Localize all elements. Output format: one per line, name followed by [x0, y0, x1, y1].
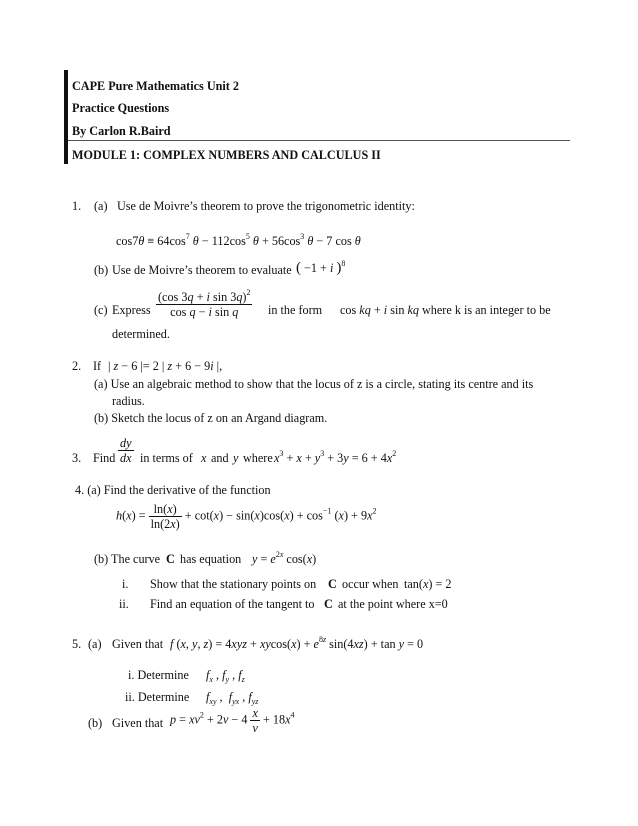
header-left-bar: [64, 70, 68, 164]
q4b-i-label: i.: [122, 577, 129, 591]
q4b-ii-text2: at the point where x=0: [338, 597, 448, 611]
q1c-cont: determined.: [112, 327, 170, 341]
q3-derivative: $\frac{dy}{dx}$: [120, 436, 132, 465]
q3-mid: in terms of: [140, 451, 193, 465]
q3-number: 3.: [72, 451, 82, 465]
q1a-label: (a): [94, 199, 108, 213]
q2a-text: (a) Use an algebraic method to show that the locus of z is a circle, stating its centre and its: [94, 377, 534, 391]
q4b-i-text1: Show that the stationary points on: [150, 577, 317, 591]
q4b-i-curve: C: [328, 577, 337, 591]
q3-equation: $x^3 + x + y^3 + 3y = 6 + 4x^2$: [274, 449, 397, 465]
doc-title: CAPE Pure Mathematics Unit 2: [72, 79, 239, 93]
q4b-i-condition: tan(x) = 2: [404, 577, 452, 591]
doc-author: By Carlon R.Baird: [72, 124, 171, 138]
q5b-text: Given that: [112, 716, 164, 730]
q4b-text1: (b) The curve: [94, 552, 161, 566]
q1c-mid: in the form: [268, 303, 323, 317]
q5a-i-partials: $f_x$ , $f_y$ , $f_z$: [206, 668, 245, 684]
q4b-ii-text1: Find an equation of the tangent to: [150, 597, 315, 611]
q4b-equation: $y = e^{2x}$ cos(x): [252, 550, 317, 566]
q5a-ii-text: ii. Determine: [125, 690, 190, 704]
q2-if: If: [93, 359, 102, 373]
q5a-text: Given that: [112, 637, 164, 651]
q4b-i-text2: occur when: [342, 577, 399, 591]
q1-number: 1.: [72, 199, 82, 213]
doc-subtitle: Practice Questions: [72, 101, 170, 115]
q3-where: where: [243, 451, 273, 465]
q2-condition: | z − 6 |= 2 | z + 6 − 9i |,: [108, 359, 223, 373]
q3-y: y: [233, 451, 239, 465]
q4b-ii-label: ii.: [119, 597, 129, 611]
q3-and: and: [211, 451, 229, 465]
q1c-express: Express: [112, 303, 151, 317]
q2-number: 2.: [72, 359, 82, 373]
q1b-expression: ( −1 + i )$^8$: [296, 259, 346, 276]
q5a-label: (a): [88, 637, 102, 651]
q4a-intro: 4. (a) Find the derivative of the function: [75, 483, 271, 497]
q1b-label: (b): [94, 263, 109, 277]
q1c-form: cos kq + i sin kq: [340, 303, 420, 317]
q1a-text: Use de Moivre’s theorem to prove the trigonometric identity:: [117, 199, 415, 213]
q4a-function: h(x) = $\frac{\ln(x)}{\ln(2x)}$ + $\cot(x) - \sin(x)\cos(x) + \cos^{-1} (x) + 9x^2$: [116, 502, 377, 531]
q1c-fraction: $\frac{(\cos 3q + i \sin 3q)^2}{\text{cos q − i sin q}}$: [158, 288, 251, 319]
q3-x: x: [201, 451, 207, 465]
module-heading: MODULE 1: COMPLEX NUMBERS AND CALCULUS II: [72, 148, 381, 162]
q5a-ii-partials: $f_{xy}$ , $f_{yx}$ , $f_{yz}$: [206, 690, 259, 706]
header-divider: [68, 140, 570, 141]
q1b-text: Use de Moivre’s theorem to evaluate: [112, 263, 292, 277]
q2a-cont: radius.: [112, 394, 145, 408]
q4b-curve: C: [166, 552, 175, 566]
q3-find: Find: [93, 451, 116, 465]
q5b-label: (b): [88, 716, 103, 730]
q5a-i-text: i. Determine: [128, 668, 189, 682]
q1c-label: (c): [94, 303, 108, 317]
q4b-text2: has equation: [180, 552, 242, 566]
q1c-end: where k is an integer to be: [422, 303, 551, 317]
q5a-function: f (x, y, $z) = 4xyz + xycos(x) + e^{8z}$ sin(4xz) + tan y = 0: [170, 635, 424, 651]
q5-number: 5.: [72, 637, 82, 651]
q5b-equation: $p = xv^2 + 2v - 4$ $\frac{x}{v}$ + $18x^4$: [170, 706, 295, 735]
q1a-identity: $\cos 7\theta \equiv 64\cos^7$ $\theta - 112\cos^5$ $\theta + 56\cos^3$ θ − 7 cos θ: [116, 232, 361, 248]
q2b-text: (b) Sketch the locus of z on an Argand diagram.: [94, 411, 328, 425]
q4b-ii-curve: C: [324, 597, 333, 611]
